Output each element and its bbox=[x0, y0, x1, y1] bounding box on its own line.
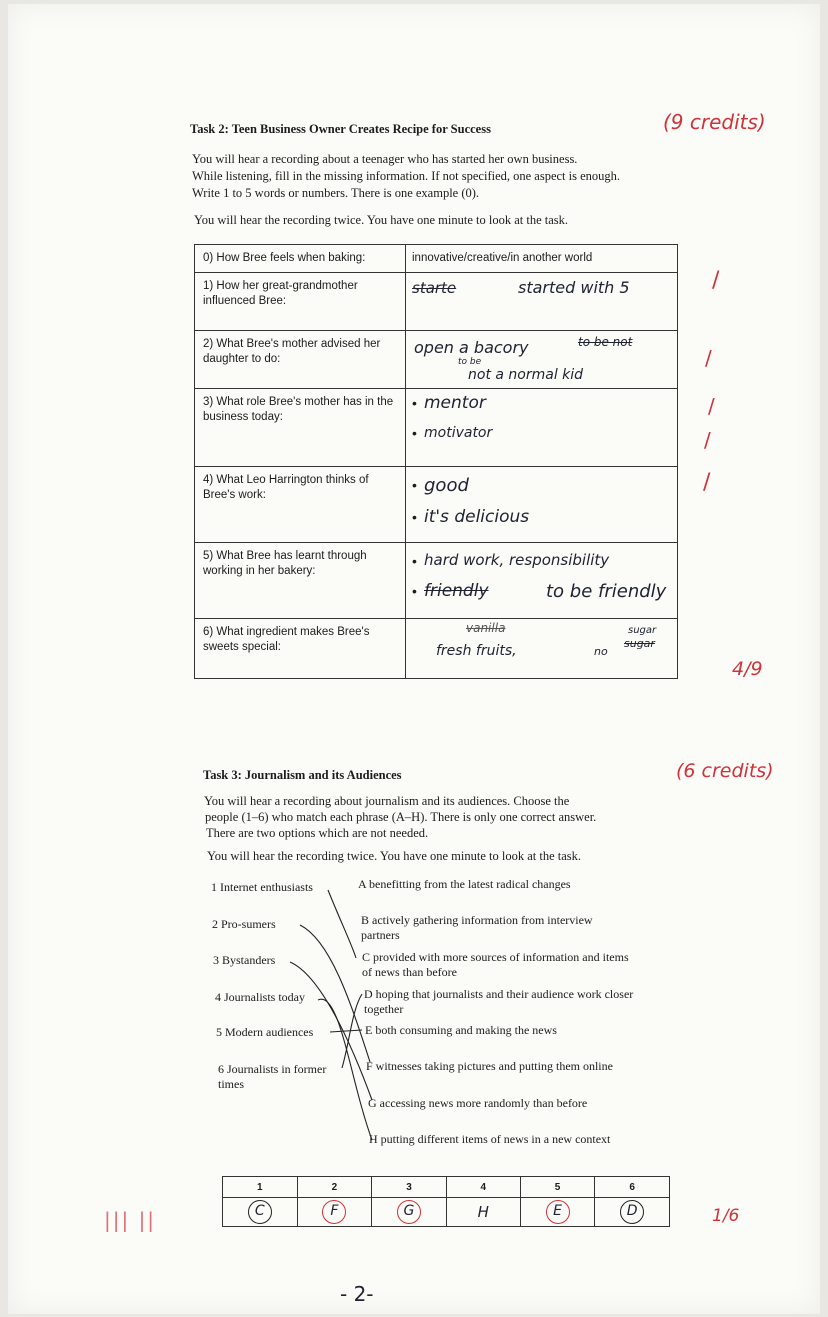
row6-answer-2: no bbox=[594, 645, 608, 658]
grid-answer-4: H bbox=[477, 1202, 489, 1221]
task2-credits-note: (9 credits) bbox=[663, 110, 766, 134]
person-4: 4 Journalists today bbox=[215, 990, 305, 1004]
row2-insert: to be bbox=[458, 357, 482, 367]
line-5-e bbox=[330, 1030, 362, 1032]
person-2: 2 Pro-sumers bbox=[212, 917, 276, 931]
row6-crossed: vanilla bbox=[466, 621, 506, 635]
bullet: • bbox=[412, 553, 417, 569]
task3-title: Task 3: Journalism and its Audiences bbox=[203, 768, 402, 782]
bullet: • bbox=[412, 509, 417, 525]
row3-question: 3) What role Bree's mother has in the business today: bbox=[195, 389, 406, 467]
row2-answer-2: not a normal kid bbox=[468, 367, 584, 383]
bullet: • bbox=[412, 583, 417, 599]
person-5: 5 Modern audiences bbox=[216, 1025, 314, 1039]
task3-instr-4: You will hear the recording twice. You have one minute to look at the task. bbox=[207, 849, 582, 863]
row5-answer: hard work, responsibility bbox=[424, 551, 610, 569]
person-1: 1 Internet enthusiasts bbox=[211, 880, 313, 894]
grid-answer-1: C bbox=[248, 1200, 272, 1224]
row0-question: 0) How Bree feels when baking: bbox=[195, 245, 406, 273]
grid-answer-5-cell bbox=[520, 1198, 595, 1227]
grid-answer-6-cell bbox=[595, 1198, 670, 1227]
grid-answer-2-cell bbox=[297, 1198, 372, 1227]
row1-question: 1) How her great-grandmother influenced Bree: bbox=[195, 273, 406, 331]
row0-answer: innovative/creative/in another world bbox=[406, 245, 678, 273]
row3-answer: mentor bbox=[424, 393, 486, 413]
option-a: A benefitting from the latest radical changes bbox=[358, 877, 571, 891]
row6-answer: fresh fruits, bbox=[436, 643, 517, 659]
line-4-h bbox=[318, 999, 372, 1140]
grid-answer-3: G bbox=[397, 1200, 421, 1224]
task3-instr-1: You will hear a recording about journalism and its audiences. Choose the bbox=[204, 794, 570, 808]
option-f: F witnesses taking pictures and putting them online bbox=[366, 1059, 613, 1073]
person-6: 6 Journalists in former times bbox=[218, 1062, 327, 1091]
row1-answer: started with 5 bbox=[518, 278, 630, 297]
page-number: - 2- bbox=[340, 1282, 374, 1306]
person-3: 3 Bystanders bbox=[213, 953, 276, 967]
task2-instr-3: Write 1 to 5 words or numbers. There is one example (0). bbox=[192, 186, 480, 200]
row4-question: 4) What Leo Harrington thinks of Bree's work: bbox=[195, 467, 406, 543]
option-h: H putting different items of news in a new context bbox=[369, 1132, 611, 1146]
option-c: C provided with more sources of information and items of news than before bbox=[362, 950, 629, 979]
grid-answer-5: E bbox=[546, 1200, 570, 1224]
bullet: • bbox=[412, 395, 417, 411]
grid-num-5: 5 bbox=[520, 1177, 595, 1198]
task3-score: 1/6 bbox=[712, 1206, 740, 1226]
row6-question: 6) What ingredient makes Bree's sweets special: bbox=[195, 619, 406, 679]
bullet: • bbox=[412, 477, 417, 493]
row2-answer: open a bacory bbox=[414, 338, 529, 357]
mark-row3a: / bbox=[708, 394, 715, 418]
task2-instr-2: While listening, fill in the missing information. If not specified, one aspect is enough. bbox=[192, 169, 621, 183]
mark-row3b: / bbox=[704, 428, 711, 452]
grid-answer-3-cell bbox=[372, 1198, 447, 1227]
row4-answer: good bbox=[424, 475, 469, 496]
grid-num-3: 3 bbox=[372, 1177, 447, 1198]
task3-instr-3: There are two options which are not needed. bbox=[206, 826, 429, 840]
grid-answer-4-cell bbox=[446, 1198, 520, 1227]
grid-num-1: 1 bbox=[223, 1177, 298, 1198]
bullet: • bbox=[412, 425, 417, 441]
grid-answer-1-cell bbox=[223, 1198, 298, 1227]
option-e: E both consuming and making the news bbox=[365, 1023, 557, 1037]
task2-instr-4: You will hear the recording twice. You have one minute to look at the task. bbox=[194, 213, 569, 227]
row5-question: 5) What Bree has learnt through working in her bakery: bbox=[195, 543, 406, 619]
answer-grid bbox=[222, 1176, 670, 1227]
option-d: D hoping that journalists and their audience work closer together bbox=[364, 987, 634, 1016]
row1-crossed: starte bbox=[412, 279, 457, 297]
task2-title: Task 2: Teen Business Owner Creates Recipe for Success bbox=[190, 122, 491, 136]
option-g: G accessing news more randomly than before bbox=[368, 1096, 588, 1110]
row5-answer-2: to be friendly bbox=[546, 581, 667, 602]
task2-instr-1: You will hear a recording about a teenager who has started her own business. bbox=[192, 152, 578, 166]
mark-row1: / bbox=[712, 268, 720, 293]
grid-answer-2: F bbox=[322, 1200, 346, 1224]
tally-marks: ||| || bbox=[104, 1208, 157, 1232]
grid-num-4: 4 bbox=[446, 1177, 520, 1198]
row2-question: 2) What Bree's mother advised her daughter to do: bbox=[195, 331, 406, 389]
row5-crossed: friendly bbox=[424, 581, 489, 601]
line-2-f bbox=[300, 925, 370, 1062]
row6-crossed-2: sugar bbox=[624, 637, 655, 650]
row4-answer-2: it's delicious bbox=[424, 507, 530, 527]
grid-num-2: 2 bbox=[297, 1177, 372, 1198]
option-b: B actively gathering information from interview partners bbox=[361, 913, 593, 942]
task2-score: 4/9 bbox=[732, 658, 763, 680]
line-1-c bbox=[328, 890, 356, 958]
task3-instr-2: people (1–6) who match each phrase (A–H). There is only one correct answer. bbox=[205, 810, 597, 824]
row3-answer-2: motivator bbox=[424, 425, 493, 441]
row2-crossed: to be not bbox=[578, 335, 633, 349]
grid-num-6: 6 bbox=[595, 1177, 670, 1198]
mark-row2: / bbox=[705, 346, 712, 370]
mark-row4: / bbox=[703, 470, 711, 495]
task3-credits-note: (6 credits) bbox=[676, 760, 774, 782]
row6-insert: sugar bbox=[628, 625, 657, 636]
grid-answer-6: D bbox=[620, 1200, 644, 1224]
